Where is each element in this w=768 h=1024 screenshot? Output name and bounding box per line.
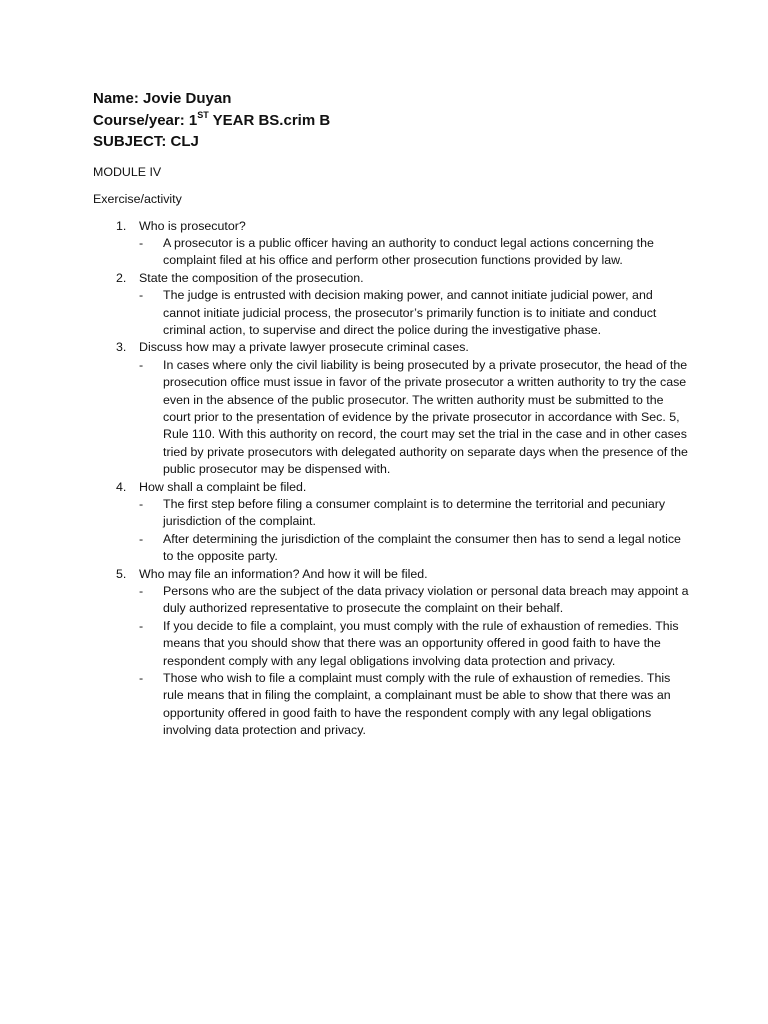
question-item xyxy=(93,339,693,478)
answer-text: In cases where only the civil liability is being prosecuted by a private prosecutor, the head of the prosecution office must issue in favor of the private prosecutor a written authority to try the case even in the absence of the public prosecutor. The written authority must be submitted to the court prior to the presentation of evidence by the private prosecutor in accordance with Sec. 5, Rule 110. With this authority on record, the court may set the trial in the case and in other cases tried by private prosecutors with delegated authority on separate days when the presence of the public prosecutor may be dispensed with. xyxy=(163,357,688,477)
answer-text: Those who wish to file a complaint must comply with the rule of exhaustion of remedies. This rule means that in filing the complaint, a complainant must be able to show that there was an opportunity offered in good faith to have the respondent comply with any legal obligations involving data protection and privacy. xyxy=(163,671,671,738)
answer-list xyxy=(139,496,693,566)
dash-bullet: - xyxy=(139,497,144,511)
question-number: 3. xyxy=(116,340,127,355)
question-list xyxy=(93,218,693,740)
question-number: 4. xyxy=(116,479,127,494)
answer-text: If you decide to file a complaint, you must comply with the rule of exhaustion of remedies. This means that you should show that there was an opportunity offered in good faith to have the respondent comply with any legal obligations involving data protection and privacy. xyxy=(163,618,679,668)
answer-text: A prosecutor is a public officer having an authority to conduct legal actions concerning the complaint filed at his office and perform other prosecution functions provided by law. xyxy=(163,235,654,268)
answer-text: After determining the jurisdiction of the complaint the consumer then has to send a legal notice to the opposite party. xyxy=(163,531,681,564)
question-text: State the composition of the prosecution. xyxy=(139,270,364,285)
answer-text: Persons who are the subject of the data privacy violation or personal data breach may appoint a duly authorized representative to prosecute the complaint on their behalf. xyxy=(163,584,689,616)
dash-bullet: - xyxy=(139,531,144,546)
question-item xyxy=(93,218,693,270)
question-number: 1. xyxy=(116,218,127,233)
question-text: Who is prosecutor? xyxy=(139,218,246,233)
answer-item xyxy=(139,531,693,566)
question-item xyxy=(93,479,693,566)
question-number: 2. xyxy=(116,270,127,285)
answer-item xyxy=(139,235,693,270)
dash-bullet: - xyxy=(139,671,144,686)
answer-text: The judge is entrusted with decision making power, and cannot initiate judicial power, and cannot initiate judicial process, the prosecutor’s primarily function is to initiate and conduct criminal action, to supervise and direct the police during the investigative phase. xyxy=(163,288,657,337)
answer-item xyxy=(139,496,693,531)
answer-list xyxy=(139,357,693,479)
question-text: How shall a complaint be filed. xyxy=(139,479,307,494)
question-item xyxy=(93,270,693,340)
course-suffix: YEAR BS.crim B xyxy=(208,111,331,129)
answer-text: The first step before filing a consumer complaint is to determine the territorial and pecuniary jurisdiction of the complaint. xyxy=(163,497,666,529)
dash-bullet: - xyxy=(139,288,144,303)
question-number: 5. xyxy=(116,566,127,581)
course-year xyxy=(93,110,693,132)
course-superscript: ST xyxy=(197,109,209,120)
dash-bullet: - xyxy=(139,357,144,372)
subject-line: SUBJECT: CLJ xyxy=(93,133,199,150)
answer-item xyxy=(139,583,693,618)
dash-bullet: - xyxy=(139,235,144,250)
question-item xyxy=(93,566,693,740)
dash-bullet: - xyxy=(139,584,144,599)
answer-item xyxy=(139,357,693,479)
answer-item xyxy=(139,287,693,339)
module-title: MODULE IV xyxy=(93,164,162,179)
course-prefix: Course/year: 1 xyxy=(93,111,198,129)
question-text: Discuss how may a private lawyer prosecute criminal cases. xyxy=(139,340,469,355)
answer-list xyxy=(139,287,693,339)
exercise-title: Exercise/activity xyxy=(93,191,182,206)
document-page xyxy=(93,88,693,740)
student-name: Name: Jovie Duyan xyxy=(93,90,232,107)
answer-list xyxy=(139,235,693,270)
answer-item xyxy=(139,670,693,740)
dash-bullet: - xyxy=(139,618,144,633)
answer-item xyxy=(139,618,693,670)
answer-list xyxy=(139,583,693,740)
question-text: Who may file an information? And how it will be filed. xyxy=(139,566,428,581)
